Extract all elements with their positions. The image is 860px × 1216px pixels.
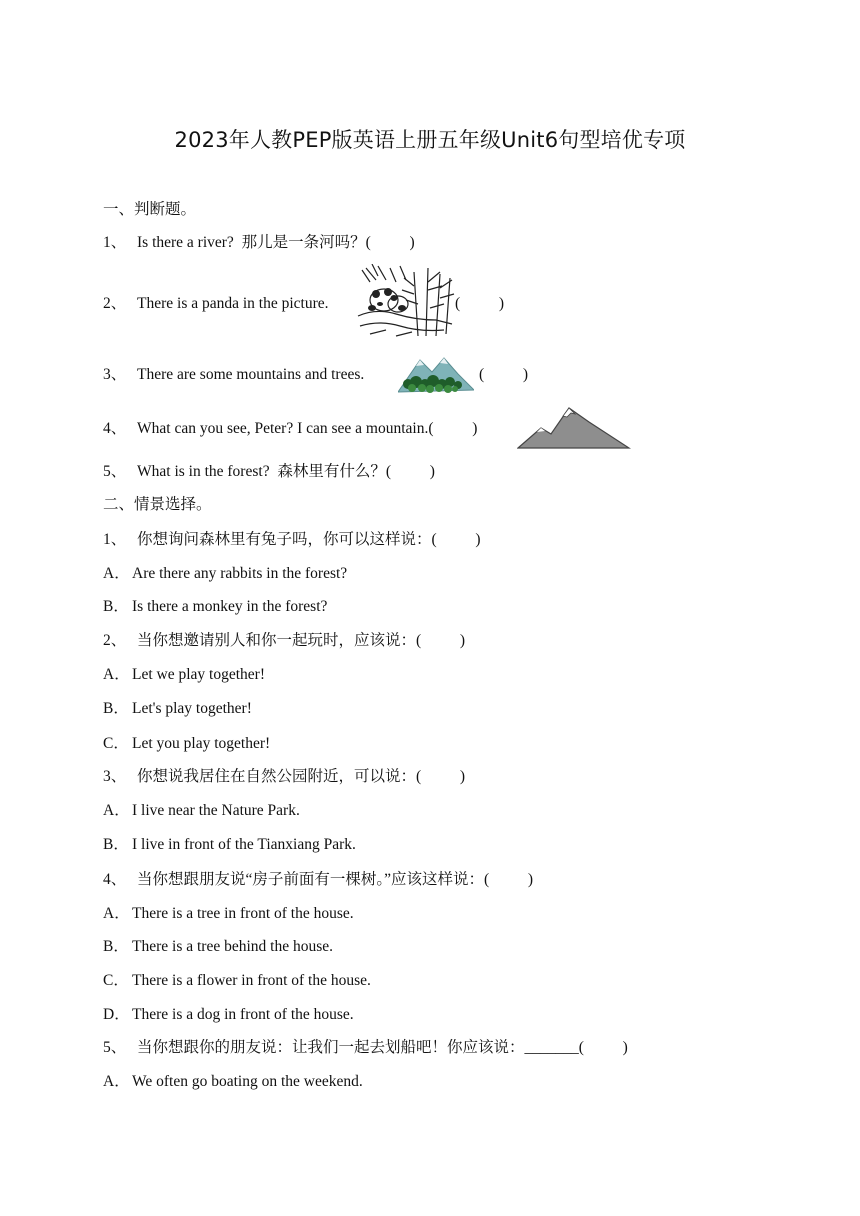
option-text: We often go boating on the weekend.	[132, 1073, 363, 1090]
s2-question-4	[103, 870, 533, 890]
question-number: 4、	[103, 871, 127, 888]
question-text: 当你想跟你的朋友说：让我们一起去划船吧！你应该说：_______( )	[137, 1039, 628, 1056]
panda-in-bamboo-icon	[356, 264, 456, 338]
item-number: 4、	[103, 420, 127, 437]
s2-question-5	[103, 1038, 628, 1058]
s2-q4-option-a	[103, 904, 354, 924]
option-text: Are there any rabbits in the forest?	[132, 565, 348, 582]
option-text: There is a tree behind the house.	[132, 938, 333, 955]
s2-q1-option-b	[103, 597, 327, 617]
option-label: C．	[103, 735, 129, 752]
question-text: 你想询问森林里有兔子吗，你可以这样说：( )	[137, 531, 481, 548]
option-text: I live in front of the Tianxiang Park.	[132, 836, 356, 853]
s2-q2-option-c	[103, 734, 270, 754]
option-label: B．	[103, 836, 129, 853]
question-number: 5、	[103, 1039, 127, 1056]
s2-question-2	[103, 631, 465, 651]
s2-question-1	[103, 530, 481, 550]
s1-item-1	[103, 233, 415, 253]
item-number: 5、	[103, 463, 127, 480]
s2-q1-option-a	[103, 564, 347, 584]
s2-q2-option-b	[103, 699, 252, 719]
option-label: A．	[103, 666, 130, 683]
option-text: There is a dog in front of the house.	[132, 1006, 354, 1023]
s2-q4-option-c	[103, 971, 371, 991]
section2-heading: 二、情景选择。	[103, 496, 212, 513]
item-text: What is in the forest? 森林里有什么？( )	[137, 463, 435, 480]
option-label: A．	[103, 905, 130, 922]
option-text: Let you play together!	[132, 735, 271, 752]
option-label: B．	[103, 938, 129, 955]
item-text: Is there a river? 那儿是一条河吗？( )	[137, 234, 415, 251]
question-number: 1、	[103, 531, 127, 548]
item-number: 1、	[103, 234, 127, 251]
s2-q3-option-a	[103, 801, 300, 821]
option-label: D．	[103, 1006, 130, 1023]
question-number: 2、	[103, 632, 127, 649]
s1-item-5	[103, 462, 435, 482]
option-label: C．	[103, 972, 129, 989]
s1-item-4	[103, 419, 477, 439]
s1-item-3-answer-parens: ( )	[479, 366, 529, 383]
section1-heading: 一、判断题。	[103, 201, 197, 218]
question-text: 当你想跟朋友说“房子前面有一棵树。”应该这样说：( )	[137, 871, 534, 888]
option-label: A．	[103, 565, 130, 582]
item-text: What can you see, Peter? I can see a mountain.( )	[137, 420, 478, 437]
question-text: 你想说我居住在自然公园附近，可以说：( )	[137, 768, 466, 785]
s1-item-2-answer-parens: ( )	[455, 295, 505, 312]
option-text: I live near the Nature Park.	[132, 802, 300, 819]
option-label: A．	[103, 1073, 130, 1090]
item-number: 3、	[103, 366, 127, 383]
option-text: Let we play together!	[132, 666, 265, 683]
s2-question-3	[103, 767, 465, 787]
item-number: 2、	[103, 295, 127, 312]
option-label: B．	[103, 700, 129, 717]
option-text: There is a flower in front of the house.	[132, 972, 371, 989]
s1-item-3	[103, 365, 364, 385]
question-text: 当你想邀请别人和你一起玩时，应该说：( )	[137, 632, 466, 649]
mountains-trees-icon	[398, 352, 474, 394]
question-number: 3、	[103, 768, 127, 785]
item-text: There are some mountains and trees.	[137, 366, 365, 383]
option-label: B．	[103, 598, 129, 615]
option-text: There is a tree in front of the house.	[132, 905, 354, 922]
s2-q5-option-a	[103, 1072, 363, 1092]
s2-q3-option-b	[103, 835, 356, 855]
option-text: Let's play together!	[132, 700, 252, 717]
s2-q4-option-d	[103, 1005, 354, 1025]
option-label: A．	[103, 802, 130, 819]
mountain-icon	[517, 404, 631, 450]
option-text: Is there a monkey in the forest?	[132, 598, 328, 615]
s1-item-2	[103, 294, 329, 314]
s2-q4-option-b	[103, 937, 333, 957]
page-title: 2023年人教PEP版英语上册五年级Unit6句型培优专项	[174, 128, 686, 152]
s2-q2-option-a	[103, 665, 265, 685]
item-text: There is a panda in the picture.	[137, 295, 329, 312]
